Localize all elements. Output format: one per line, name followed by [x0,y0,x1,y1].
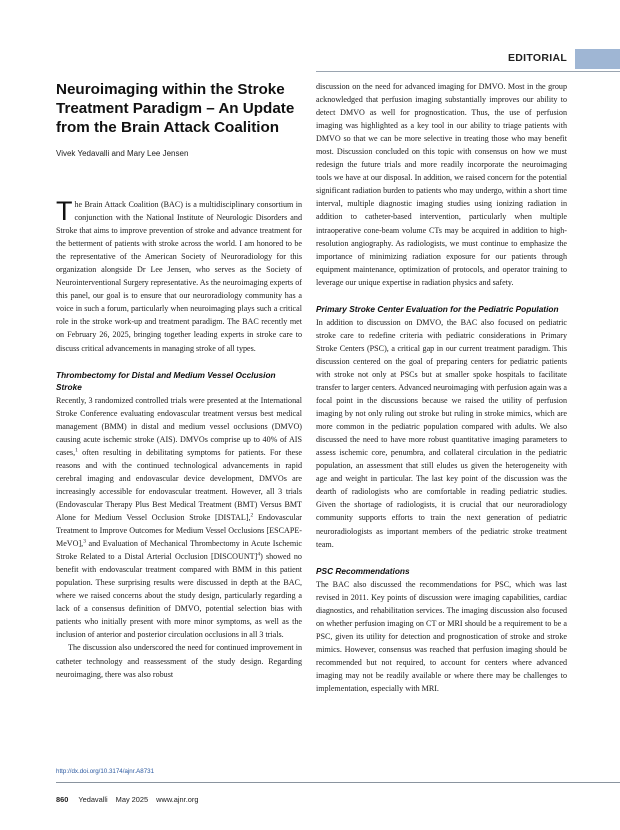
footer-date: May 2025 [115,795,149,804]
reference-1: 1 [75,447,78,454]
section-heading-thrombectomy: Thrombectomy for Distal and Medium Vessel Occlusion Stroke [56,369,276,392]
section-color-block [575,49,620,69]
right-column [316,80,567,695]
text-run: ) showed no benefit with endovascular treatment compared with BMM in this patient population. These surprising results were discussed in depth at the BAC, where we raised concerns about the study design, particularly regarding a lack of a consensus definition of DMVO, potential selection bias with patients who initially present with more minor symptoms, as well as the inclusion of anterior and posterior circulation occlusions in all 3 trials. [56,552,302,640]
footer-rule [56,782,620,783]
reference-2: 2 [250,512,254,519]
thrombectomy-paragraph [56,394,302,642]
text-run: and Evaluation of Mechanical Thrombectomy in Acute Ischemic Stroke Related to a Distal Arterial Occlusion [DISCOUNT] [56,539,302,562]
page-number: 860 [56,795,69,804]
discussion-paragraph: The discussion also underscored the need for continued improvement in catheter technology and reassessment of the study design. Regarding neuroimaging, there was also robust [56,643,302,679]
section-heading-pediatric: Primary Stroke Center Evaluation for the Pediatric Population [316,303,559,314]
text-run: Endovascular Treatment to Improve Outcomes for Medium Vessel Occlusions [ESCAPE-MeVO], [56,512,302,549]
section-heading-psc: PSC Recommendations [316,565,410,576]
journal-website[interactable]: www.ajnr.org [156,795,199,804]
doi-link[interactable]: http://dx.doi.org/10.3174/ajnr.A8731 [56,768,155,775]
imaging-discussion-paragraph: discussion on the need for advanced imaging for DMVO. Most in the group acknowledged that perfusion imaging substantially improves our ability to detect DMVO as well for prognostication. Thus, the use of perfusion imaging was highlighted as a key tool in our ability to triage patients with DMVO so that we can be more selective in treating those who may benefit most. Discussion concluded on this topic with consensus on how we must redesign the future trials and more readily incorporate the neuroimaging tools we have at our disposal. In addition, we raised concern for the potential significant radiation burden to patients who may undergo, within a short time interval, multiple diagnostic imaging studies using ionizing radiation in addition to catheter-based intervention, particularly when multiple intraoperative cone-beam volume CTs may be acquired in addition to high-resolution angiography. As radiologists, we must continue to emphasize the importance of minimizing radiation exposure for our patients through equipment maintenance, optimization of protocols, and operator training to leverage our unique expertise in radiation physics and safety. [316,82,567,287]
article-authors: Vivek Yedavalli and Mary Lee Jensen [56,149,189,158]
text-run: often resulting in debilitating symptoms for patients. For these reasons and with the continued technological advancements in rapid cerebral imaging and endovascular device development, DMVOs are increasingly accessible for endovascular treatment. However, all 3 trials (Endovascular Therapy Plus Best Medical Treatment (BMT) Versus BMT Alone for Medium Vessel Occlusion Stroke [DISTAL], [56,447,302,522]
page-footer [56,795,206,804]
reference-4: 4 [257,551,261,558]
left-column [56,80,302,681]
pediatric-paragraph: In addition to discussion on DMVO, the BAC also focused on pediatric stroke care to redefine criteria with pediatric considerations in Primary Stroke Centers (PSC), a critical gap in our current treatment paradigm. This discussion centered on the goal of preparing centers for pediatric patients with stroke not only at PSCs but at smaller spoke hospitals to facilitate transfer to larger centers. Advanced neuroimaging with perfusion again was a focal point in the discussions because we raised the utility of perfusion imaging by not only ruling out stroke but ruling in stroke mimics, which are more common in the pediatric population compared with adults. We also discussed the need to have more robust quantitative imaging parameters to assess ischemic core, penumbra, and collateral circulation in the pediatric population, an assessment that still eludes us given the heterogeneity with age and weight in particular. The last key point of the discussion was the dearth of radiologists who are comfortable in reading pediatric studies. Given the shortage of radiologists, it is crucial that our neuroradiology community supports efforts to train the next generation of pediatric neuroradiologists as important members of the pediatric stroke treatment team. [316,317,567,549]
text-run: Recently, 3 randomized controlled trials were presented at the International Stroke Conference evaluating endovascular treatment versus best medical management (BMM) in distal and medium vessel occlusions (DMVO) causing acute ischemic stroke (AIS). DMVOs comprise up to 40% of AIS cases, [56,395,302,457]
reference-3: 3 [83,538,86,545]
psc-paragraph: The BAC also discussed the recommendations for PSC, which was last revised in 2011. Key points of discussion were imaging capabilities, cardiac diagnostics, and rehabilitation services. The imaging discussion also focused on whether perfusion imaging on CT or MRI should be a requirement to be a PSC, given its utility for detection and prognostication of stroke and stroke mimics. However, consensus was reached that perfusion imaging should be recommended but not required, to account for centers where advanced imaging may not be readily available or where there may be challenges to implementation, especially with MRI. [316,579,567,693]
section-label: EDITORIAL [508,52,568,64]
header-rule [316,71,620,72]
drop-cap: T [56,196,73,226]
intro-paragraph [56,198,302,355]
intro-text: he Brain Attack Coalition (BAC) is a multidisciplinary consortium in conjunction with the National Institute of Neurologic Disorders and Stroke that aims to improve prevention of stroke and advance treatment for the betterment of patients with stroke across the world. I am honored to be the representative of the American Society of Neuroradiology for this organization alongside Dr Lee Jensen, who serves as the Society of Neurointerventional Surgery representative. As the neuroimaging experts of this panel, our goal is to ensure that our neuroradiology community has a voice in such a forum, particularly when neuroimaging plays such a critical role in the stroke work-up and treatment paradigm. The BAC recently met on February 26, 2025, bringing together leading experts in stroke care to discuss critical advancements in managing stroke of all types. [56,200,302,353]
article-title: Neuroimaging within the Stroke Treatment Paradigm – An Update from the Brain Attack Coalition [56,81,295,136]
footer-author: Yedavalli [78,795,108,804]
